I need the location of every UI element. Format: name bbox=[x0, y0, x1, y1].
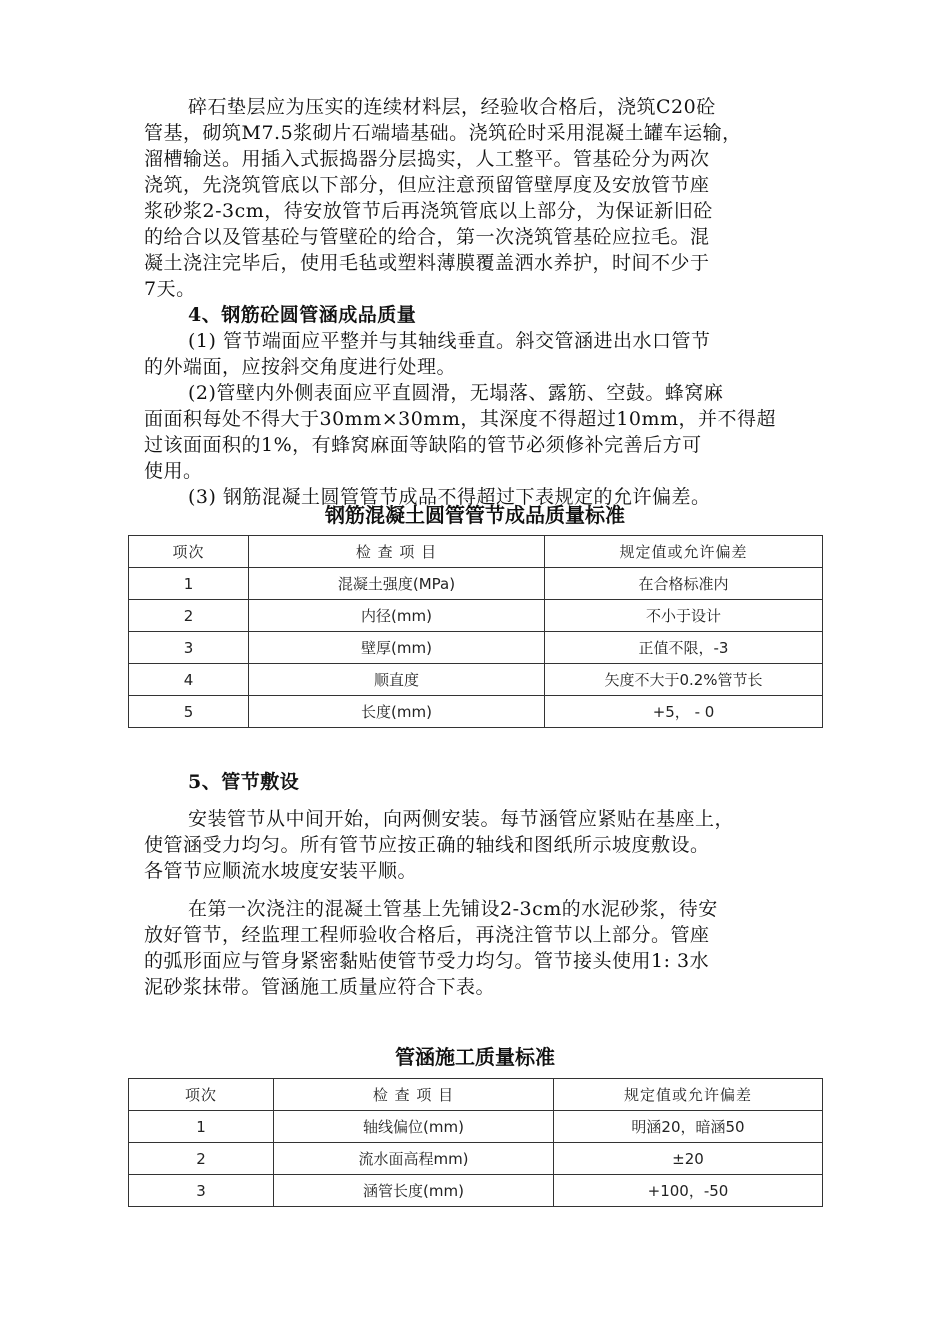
table-cell: 4 bbox=[129, 664, 249, 696]
table-row bbox=[129, 664, 823, 696]
table2-caption: 管涵施工质量标准 bbox=[395, 1045, 555, 1069]
table-cell: 3 bbox=[129, 632, 249, 664]
table-cell: +5， - 0 bbox=[545, 696, 823, 728]
text-line: 的弧形面应与管身紧密黏贴使管节受力均匀。管节接头使用1: 3水 bbox=[144, 950, 710, 972]
table-cell: 涵管长度(mm) bbox=[274, 1175, 554, 1207]
text-line: 泥砂浆抹带。管涵施工质量应符合下表。 bbox=[144, 976, 496, 998]
header-cell: 检 查 项 目 bbox=[249, 536, 545, 568]
table-row bbox=[129, 600, 823, 632]
header-cell: 项次 bbox=[129, 1079, 274, 1111]
section-heading-5: 5、管节敷设 bbox=[188, 771, 300, 793]
text-line: (2)管壁内外侧表面应平直圆滑，无塌落、露筋、空鼓。蜂窝麻 bbox=[188, 382, 724, 404]
table-cell: 正值不限，-3 bbox=[545, 632, 823, 664]
header-cell: 检 查 项 目 bbox=[274, 1079, 554, 1111]
text-line: 的给合以及管基砼与管壁砼的给合，第一次浇筑管基砼应拉毛。混 bbox=[144, 226, 710, 248]
culvert-construction-table bbox=[128, 1078, 823, 1207]
table-cell: 壁厚(mm) bbox=[249, 632, 545, 664]
table-cell: 不小于设计 bbox=[545, 600, 823, 632]
table-cell: 混凝土强度(MPa) bbox=[249, 568, 545, 600]
table-cell: 2 bbox=[129, 1143, 274, 1175]
table-cell: +100，-50 bbox=[554, 1175, 823, 1207]
text-line: 使管涵受力均匀。所有管节应按正确的轴线和图纸所示坡度敷设。 bbox=[144, 834, 710, 856]
header-cell: 项次 bbox=[129, 536, 249, 568]
table-cell: 顺直度 bbox=[249, 664, 545, 696]
section-heading-4: 4、钢筋砼圆管涵成品质量 bbox=[188, 304, 417, 326]
table-row bbox=[129, 696, 823, 728]
text-line: 碎石垫层应为压实的连续材料层，经验收合格后，浇筑C20砼 bbox=[188, 96, 716, 118]
table-cell: 流水面高程mm) bbox=[274, 1143, 554, 1175]
table-cell: ±20 bbox=[554, 1143, 823, 1175]
text-line: 面面积每处不得大于30mm×30mm，其深度不得超过10mm，并不得超 bbox=[144, 408, 777, 430]
table-cell: 轴线偏位(mm) bbox=[274, 1111, 554, 1143]
table-row bbox=[129, 632, 823, 664]
table-header-row bbox=[129, 1079, 823, 1111]
text-line: 凝土浇注完毕后，使用毛毡或塑料薄膜覆盖洒水养护，时间不少于 bbox=[144, 252, 710, 274]
text-line: 过该面面积的1%，有蜂窝麻面等缺陷的管节必须修补完善后方可 bbox=[144, 434, 702, 456]
table-cell: 3 bbox=[129, 1175, 274, 1207]
text-line: 的外端面，应按斜交角度进行处理。 bbox=[144, 356, 457, 378]
table-row bbox=[129, 1143, 823, 1175]
table-cell: 矢度不大于0.2%管节长 bbox=[545, 664, 823, 696]
table-cell: 明涵20，暗涵50 bbox=[554, 1111, 823, 1143]
text-line: 安装管节从中间开始，向两侧安装。每节涵管应紧贴在基座上， bbox=[188, 808, 735, 830]
text-line: 7天。 bbox=[144, 278, 196, 300]
text-line: 管基，砌筑M7.5浆砌片石端墙基础。浇筑砼时采用混凝土罐车运输， bbox=[144, 122, 742, 144]
table-cell: 长度(mm) bbox=[249, 696, 545, 728]
paragraph-item-3: (3) 钢筋混凝土圆管管节成品不得超过下表规定的允许偏差。 bbox=[188, 486, 711, 508]
text-line: 溜槽输送。用插入式振捣器分层捣实，人工整平。管基砼分为两次 bbox=[144, 148, 710, 170]
text-line: (1) 管节端面应平整并与其轴线垂直。斜交管涵进出水口管节 bbox=[188, 330, 711, 352]
table-cell: 内径(mm) bbox=[249, 600, 545, 632]
table-cell: 2 bbox=[129, 600, 249, 632]
header-cell: 规定值或允许偏差 bbox=[554, 1079, 823, 1111]
table-row bbox=[129, 1175, 823, 1207]
table-cell: 5 bbox=[129, 696, 249, 728]
text-line: 在第一次浇注的混凝土管基上先铺设2-3cm的水泥砂浆，待安 bbox=[188, 898, 718, 920]
header-cell: 规定值或允许偏差 bbox=[545, 536, 823, 568]
pipe-quality-table bbox=[128, 535, 823, 728]
text-line: 放好管节，经监理工程师验收合格后，再浇注管节以上部分。管座 bbox=[144, 924, 710, 946]
text-line: 浇筑，先浇筑管底以下部分，但应注意预留管壁厚度及安放管节座 bbox=[144, 174, 710, 196]
table1-caption: 钢筋混凝土圆管管节成品质量标准 bbox=[325, 503, 625, 527]
table-header-row bbox=[129, 536, 823, 568]
table-cell: 在合格标准内 bbox=[545, 568, 823, 600]
table-cell: 1 bbox=[129, 568, 249, 600]
table-row bbox=[129, 1111, 823, 1143]
text-line: 各管节应顺流水坡度安装平顺。 bbox=[144, 860, 418, 882]
table-row bbox=[129, 568, 823, 600]
text-line: 浆砂浆2-3cm，待安放管节后再浇筑管底以上部分，为保证新旧砼 bbox=[144, 200, 713, 222]
table-cell: 1 bbox=[129, 1111, 274, 1143]
text-line: 使用。 bbox=[144, 460, 203, 482]
